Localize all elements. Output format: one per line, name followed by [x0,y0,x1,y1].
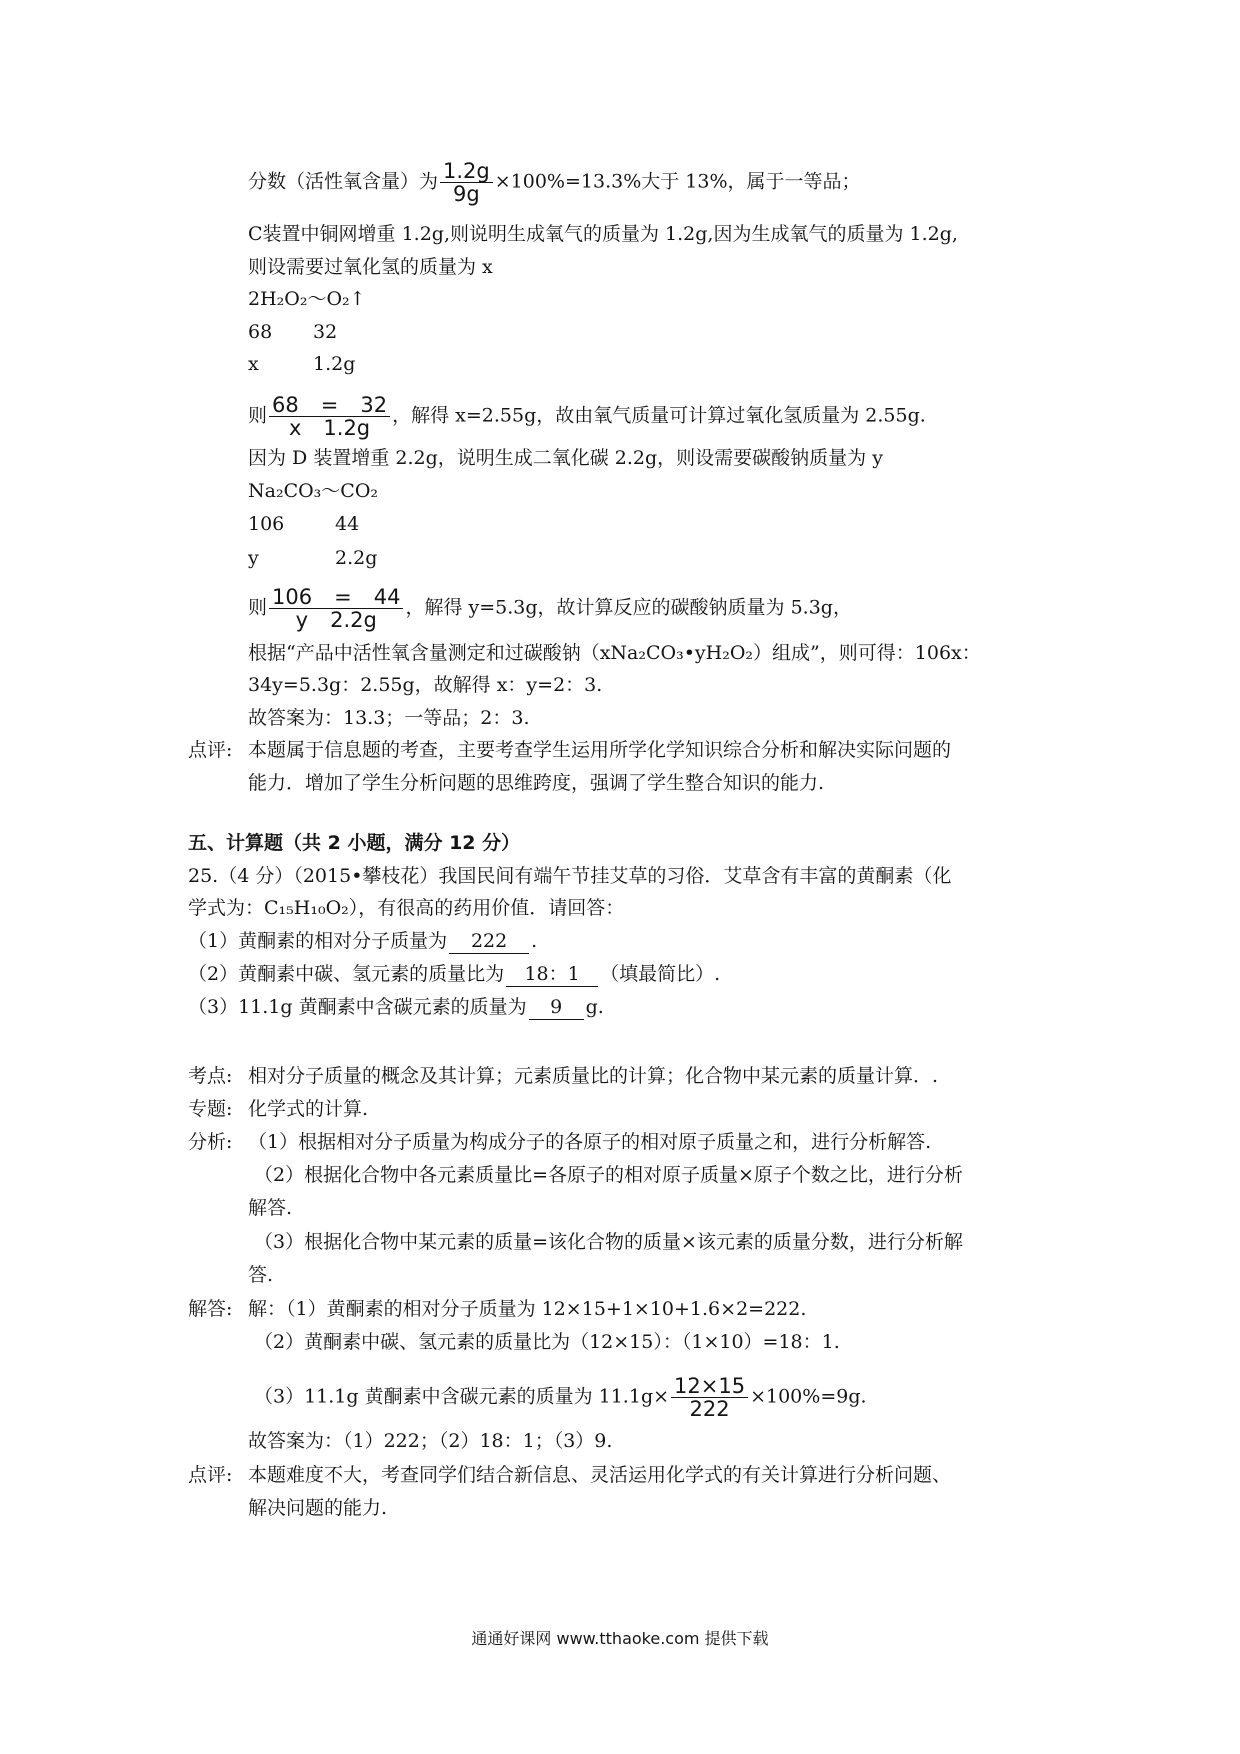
text-line: 故答案为：13.3；一等品；2：3. [248,707,530,729]
fenxi-text: 解答. [248,1197,293,1219]
fraction-part: y [295,608,309,632]
text-line: 则设需要过氧化氢的质量为 x [248,256,493,278]
fraction [269,586,403,631]
fraction-part: 44 [373,585,401,609]
text-fragment: 则 [248,596,268,619]
fraction-denominator: 222 [689,1397,730,1421]
jieda-text: 解：（1）黄酮素的相对分子质量为 12×15+1×10+1.6×2=222. [248,1298,807,1320]
fraction-numerator: 1.2g [440,160,493,183]
fraction-equals: = [320,393,339,417]
kaodian-text: 相对分子质量的概念及其计算；元素质量比的计算；化合物中某元素的质量计算．. [248,1065,939,1087]
equation-value: 44 [335,513,360,535]
text-line [248,586,852,631]
answer-text: 故答案为：（1）222；（2）18：1；（3）9. [248,1430,613,1452]
equation-value: 1.2g [313,353,356,375]
fenxi-text: （3）根据化合物中某元素的质量=该化合物的质量×该元素的质量分数，进行分析解 [254,1231,963,1253]
page-footer: 通通好课网 www.tthaoke.com 提供下载 [471,1629,769,1648]
fraction-part: 1.2g [323,416,371,440]
fraction-part: x [288,416,302,440]
chemical-equation: Na₂CO₃～CO₂ [248,480,379,502]
fraction [671,1375,748,1420]
fraction-part: 106 [272,585,313,609]
question-stem: 25.（4 分）（2015•攀枝花）我国民间有端午节挂艾草的习俗．艾草含有丰富的黄酮素（化 [188,865,952,887]
comment-label: 点评: [188,1464,233,1486]
equation-value: 2.2g [335,547,378,569]
equation-value: x [248,353,259,375]
question-part [188,929,537,954]
fraction [440,160,493,205]
fraction [269,394,390,439]
answer-blank: 18：1 [506,962,598,987]
text-line: 因为 D 装置增重 2.2g，说明生成二氧化碳 2.2g，则设需要碳酸钠质量为 y [248,447,883,469]
comment-text: 能力．增加了学生分析问题的思维跨度，强调了学生整合知识的能力. [248,772,825,794]
chemical-equation: 2H₂O₂～O₂↑ [248,288,366,310]
jieda-label: 解答: [188,1298,233,1320]
kaodian-label: 考点: [188,1065,233,1087]
jieda-text: （2）黄酮素中碳、氢元素的质量比为（12×15）：（1×10）=18：1. [254,1331,840,1353]
fraction-part: 2.2g [330,608,377,632]
fraction-denominator [293,609,380,631]
text-fragment: ×100%=13.3%大于 13%，属于一等品； [494,170,861,193]
fraction-part: 68 [272,393,299,417]
fraction-denominator: 9g [453,182,480,206]
comment-text: 本题难度不大，考查同学们结合新信息、灵活运用化学式的有关计算进行分析问题、 [248,1464,952,1486]
comment-label: 点评: [188,739,233,761]
question-stem: 学式为：C₁₅H₁₀O₂），有很高的药用价值．请回答： [188,897,625,919]
text-fragment: ×100%=9g. [750,1385,867,1408]
zhuanti-label: 专题: [188,1098,233,1120]
jieda-text [254,1375,867,1420]
answer-blank: 9 [529,995,584,1020]
text-fragment: （1）黄酮素的相对分子质量为 [188,930,448,952]
text-fragment: （填最简比）. [600,963,721,985]
fenxi-text: （1）根据相对分子质量为构成分子的各原子的相对原子质量之和，进行分析解答. [248,1131,932,1153]
text-line [248,160,861,205]
text-fragment: （3）11.1g 黄酮素中含碳元素的质量为 [188,996,527,1018]
fenxi-text: （2）根据化合物中各元素质量比=各原子的相对原子质量×原子个数之比，进行分析 [254,1164,963,1186]
fenxi-label: 分析: [188,1131,233,1153]
text-line: 34y=5.3g：2.55g，故解得 x：y=2：3. [248,674,603,696]
text-fragment: ，解得 x=2.55g，故由氧气质量可计算过氧化氢质量为 2.55g. [392,404,926,427]
text-line [248,394,926,439]
text-fragment: （3）11.1g 黄酮素中含碳元素的质量为 11.1g× [254,1385,670,1408]
comment-text: 解决问题的能力. [248,1497,388,1519]
fraction-denominator [286,417,373,439]
fraction-numerator [269,394,390,417]
text-line: 根据“产品中活性氧含量测定和过碳酸钠（xNa₂CO₃•yH₂O₂）组成”，则可得：106x： [248,642,981,664]
text-fragment: （2）黄酮素中碳、氢元素的质量比为 [188,963,505,985]
equation-value: 68 [248,321,273,343]
fraction-numerator [269,586,403,609]
equation-value: y [248,547,259,569]
answer-blank: 222 [449,929,529,954]
section-heading: 五、计算题（共 2 小题，满分 12 分） [188,832,521,854]
text-fragment: 则 [248,404,268,427]
text-fragment: . [531,930,538,952]
fraction-numerator: 12×15 [671,1375,748,1398]
equation-value: 32 [313,321,338,343]
equation-value: 106 [248,513,285,535]
comment-text: 本题属于信息题的考查，主要考查学生运用所学化学知识综合分析和解决实际问题的 [248,739,952,761]
fraction-equals: = [334,585,352,609]
text-fragment: 分数（活性氧含量）为 [248,170,439,193]
question-part [188,962,720,987]
text-line: C装置中铜网增重 1.2g,则说明生成氧气的质量为 1.2g,因为生成氧气的质量为 1.2g, [248,223,958,245]
text-fragment: ，解得 y=5.3g，故计算反应的碳酸钠质量为 5.3g， [405,596,852,619]
fenxi-text: 答. [248,1264,274,1286]
text-fragment: g. [585,996,604,1018]
fraction-part: 32 [360,393,388,417]
zhuanti-text: 化学式的计算. [248,1098,369,1120]
question-part [188,995,604,1020]
